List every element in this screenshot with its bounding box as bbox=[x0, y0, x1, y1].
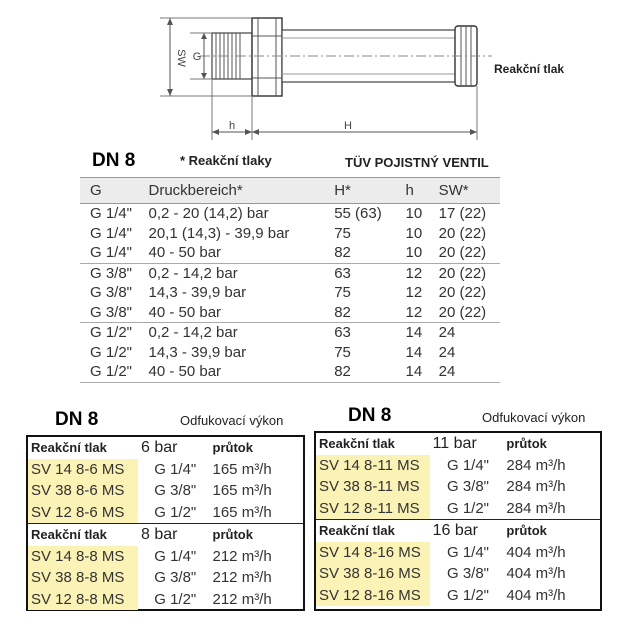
table-row: G 3/8" 14,3 - 39,9 bar 75 12 20 (22) bbox=[90, 284, 487, 302]
flow-right-group1-header: Reakční tlak 11 bar průtok bbox=[319, 434, 547, 452]
flow-right-title: DN 8 bbox=[348, 405, 392, 426]
col-pressure-range: Druckbereich* bbox=[145, 178, 325, 204]
table-row: SV 12 8-6 MS G 1/2" 165 m³/h bbox=[28, 502, 303, 524]
flow-left-title: DN 8 bbox=[55, 409, 99, 430]
table-row: G 1/2" 40 - 50 bar 82 14 24 bbox=[80, 362, 500, 382]
table-row: SV 38 8-8 MS G 3/8" 212 m³/h bbox=[28, 567, 303, 589]
table-row: SV 38 8-11 MS G 3/8" 284 m³/h bbox=[316, 476, 600, 498]
valve-drawing bbox=[0, 0, 640, 150]
subtitle: TÜV POJISTNÝ VENTIL bbox=[345, 155, 489, 170]
table-row: G 1/4" 40 - 50 bar 82 10 20 (22) bbox=[80, 243, 500, 263]
col-g: G bbox=[80, 178, 145, 204]
dim-sw-label: SW bbox=[175, 49, 187, 67]
flow-right-box bbox=[314, 431, 602, 611]
dim-g-label: G bbox=[192, 51, 202, 63]
table-row: SV 12 8-8 MS G 1/2" 212 m³/h bbox=[28, 589, 303, 611]
table-row: G 3/8" 40 - 50 bar 82 12 20 (22) bbox=[80, 303, 500, 323]
table-row: SV 12 8-16 MS G 1/2" 404 m³/h bbox=[316, 585, 600, 607]
dim-h-large-label: H bbox=[344, 120, 352, 132]
table-row: SV 14 8-11 MS G 1/4" 284 m³/h bbox=[316, 455, 600, 477]
flow-right-caption: Odfukovací výkon bbox=[482, 410, 586, 425]
table-row: SV 38 8-16 MS G 3/8" 404 m³/h bbox=[316, 563, 600, 585]
table-row: SV 14 8-16 MS G 1/4" 404 m³/h bbox=[316, 542, 600, 564]
table-row: G 1/2" 14,3 - 39,9 bar 75 14 24 bbox=[90, 343, 456, 361]
pressure-note: * Reakční tlaky bbox=[180, 153, 272, 168]
table-row: G 1/4" 20,1 (14,3) - 39,9 bar 75 10 20 (22) bbox=[90, 224, 487, 242]
flow-left-group1-header: Reakční tlak 6 bar průtok bbox=[31, 438, 253, 456]
spec-table-header bbox=[80, 178, 500, 204]
table-row: SV 38 8-6 MS G 3/8" 165 m³/h bbox=[28, 480, 303, 502]
reaction-pressure-label: Reakční tlak bbox=[494, 62, 565, 76]
flow-left-group2-header: Reakční tlak 8 bar průtok bbox=[31, 525, 253, 543]
table-row: SV 14 8-6 MS G 1/4" 165 m³/h bbox=[28, 459, 303, 481]
flow-left-table bbox=[28, 437, 303, 610]
dim-h-small-label: h bbox=[228, 120, 236, 132]
col-h-small: h bbox=[396, 178, 429, 204]
col-h-large: H* bbox=[324, 178, 395, 204]
table-row: G 3/8" 0,2 - 14,2 bar 63 12 20 (22) bbox=[90, 264, 487, 282]
table-row: SV 14 8-8 MS G 1/4" 212 m³/h bbox=[28, 546, 303, 568]
flow-right-table bbox=[316, 433, 600, 606]
table-row: G 1/2" 0,2 - 14,2 bar 63 14 24 bbox=[90, 324, 456, 342]
spec-table bbox=[80, 177, 500, 383]
col-sw: SW* bbox=[429, 178, 500, 204]
flow-left-caption: Odfukovací výkon bbox=[180, 413, 284, 428]
table-row: G 1/4" 0,2 - 20 (14,2) bar 55 (63) 10 17 (22) bbox=[90, 205, 487, 223]
main-title: DN 8 bbox=[92, 150, 136, 171]
flow-left-box bbox=[26, 435, 305, 611]
table-row: SV 12 8-11 MS G 1/2" 284 m³/h bbox=[316, 498, 600, 520]
flow-right-group2-header: Reakční tlak 16 bar průtok bbox=[319, 521, 547, 539]
